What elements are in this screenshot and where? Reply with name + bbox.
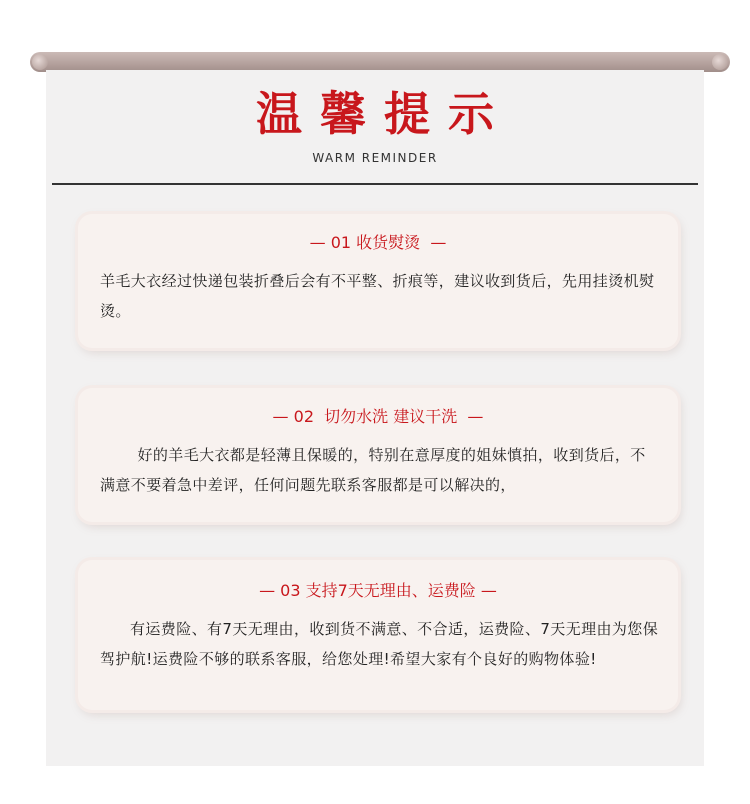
rod-end-cap-right <box>712 54 728 70</box>
card-body: 羊毛大衣经过快递包装折叠后会有不平整、折痕等，建议收到货后，先用挂烫机熨烫。 <box>100 272 655 320</box>
page-title: 温馨提示 <box>256 87 512 141</box>
card-title: — 01 收货熨烫 — <box>309 233 447 252</box>
page-subtitle: WARM REMINDER <box>312 151 438 165</box>
reminder-card-returns <box>78 560 678 710</box>
reminder-card-washing <box>78 388 678 522</box>
rod-end-cap-left <box>32 54 48 70</box>
reminder-card-ironing <box>78 214 678 348</box>
card-title: — 02 切勿水洗 建议干洗 — <box>272 407 484 426</box>
title-divider <box>52 183 698 185</box>
card-body: 好的羊毛大衣都是轻薄且保暖的，特别在意厚度的姐妹慎拍，收到货后，不满意不要着急中差评，任何问题先联系客服都是可以解决的， <box>100 446 646 494</box>
card-body: 有运费险、有7天无理由，收到货不满意、不合适，运费险、7天无理由为您保驾护航!运费险不够的联系客服，给您处理!希望大家有个良好的购物体验! <box>100 620 659 668</box>
card-title: — 03 支持7天无理由、运费险 — <box>259 581 497 600</box>
hanging-scroll-panel <box>46 70 704 766</box>
scroll-rod <box>30 52 730 72</box>
